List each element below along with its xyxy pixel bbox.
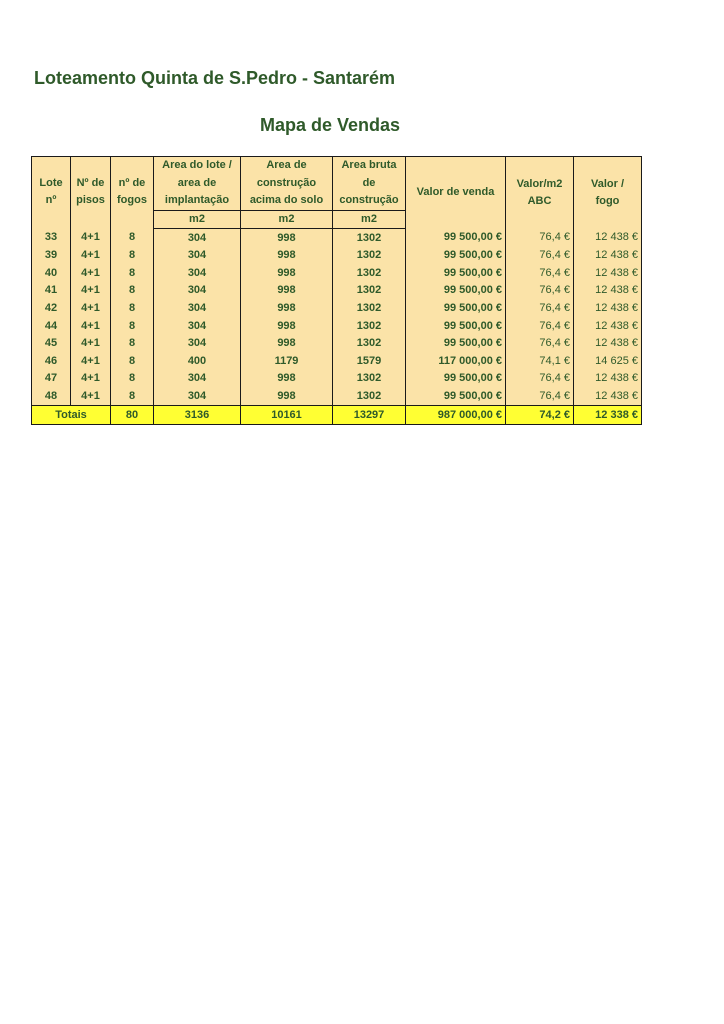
cell-pisos: 4+1 [71, 353, 111, 371]
totals-area-lote: 3136 [154, 406, 241, 425]
cell-fogos: 8 [111, 388, 154, 406]
header-valor-m2-line2: ABC [527, 194, 552, 207]
totals-valor-m2: 74,2 € [506, 406, 574, 425]
table-header [32, 157, 642, 229]
cell-area-lote: 304 [154, 265, 241, 283]
cell-area-bruta: 1302 [333, 300, 406, 318]
cell-area-lote: 400 [154, 353, 241, 371]
totals-area-bruta: 13297 [333, 406, 406, 425]
cell-area-construcao: 998 [241, 317, 333, 335]
table-row [32, 300, 642, 318]
table-row [32, 265, 642, 283]
cell-lote: 47 [32, 370, 71, 388]
unit-area-bruta: m2 [333, 210, 406, 229]
header-valor-fogo-line2: fogo [595, 194, 620, 207]
cell-fogos: 8 [111, 370, 154, 388]
cell-lote: 39 [32, 247, 71, 265]
totals-valor-venda: 987 000,00 € [406, 406, 506, 425]
cell-area-bruta: 1302 [333, 335, 406, 353]
cell-area-construcao: 998 [241, 247, 333, 265]
cell-area-lote: 304 [154, 300, 241, 318]
cell-valor-fogo: 12 438 € [574, 388, 642, 406]
cell-fogos: 8 [111, 353, 154, 371]
header-valor-fogo [574, 157, 642, 229]
cell-area-construcao: 998 [241, 388, 333, 406]
unit-area-lote: m2 [154, 210, 241, 229]
cell-area-bruta: 1302 [333, 265, 406, 283]
totals-label: Totais [32, 406, 111, 425]
cell-area-construcao: 998 [241, 335, 333, 353]
header-area-lote: area de [154, 175, 241, 193]
cell-lote: 41 [32, 282, 71, 300]
document-subtitle: Mapa de Vendas [260, 115, 401, 135]
cell-valor-venda: 99 500,00 € [406, 335, 506, 353]
table-row [32, 388, 642, 406]
cell-valor-venda: 99 500,00 € [406, 229, 506, 247]
header-valor-venda: Valor de venda [406, 157, 506, 229]
table-row [32, 317, 642, 335]
table-row [32, 335, 642, 353]
cell-valor-fogo: 12 438 € [574, 370, 642, 388]
header-valor-m2-line1: Valor/m2 [516, 177, 563, 190]
cell-valor-fogo: 12 438 € [574, 335, 642, 353]
table-row-totals [32, 406, 642, 425]
header-valor-fogo-line1: Valor / [590, 177, 625, 190]
cell-valor-venda: 99 500,00 € [406, 300, 506, 318]
cell-area-construcao: 1179 [241, 353, 333, 371]
table-row [32, 353, 642, 371]
cell-lote: 33 [32, 229, 71, 247]
cell-area-construcao: 998 [241, 300, 333, 318]
cell-valor-m2: 76,4 € [506, 265, 574, 283]
header-area-construcao: acima do solo [241, 192, 333, 210]
cell-valor-m2: 76,4 € [506, 370, 574, 388]
cell-valor-venda: 99 500,00 € [406, 317, 506, 335]
cell-pisos: 4+1 [71, 335, 111, 353]
cell-area-lote: 304 [154, 388, 241, 406]
cell-valor-m2: 76,4 € [506, 229, 574, 247]
cell-lote: 42 [32, 300, 71, 318]
cell-pisos: 4+1 [71, 247, 111, 265]
cell-valor-venda: 99 500,00 € [406, 282, 506, 300]
cell-valor-venda: 99 500,00 € [406, 247, 506, 265]
cell-pisos: 4+1 [71, 300, 111, 318]
cell-lote: 40 [32, 265, 71, 283]
cell-area-construcao: 998 [241, 282, 333, 300]
cell-valor-venda: 99 500,00 € [406, 388, 506, 406]
table-row [32, 247, 642, 265]
cell-area-bruta: 1302 [333, 388, 406, 406]
cell-pisos: 4+1 [71, 388, 111, 406]
cell-area-construcao: 998 [241, 229, 333, 247]
header-pisos [71, 157, 111, 175]
cell-pisos: 4+1 [71, 229, 111, 247]
table-row [32, 370, 642, 388]
table-row [32, 282, 642, 300]
cell-valor-venda: 117 000,00 € [406, 353, 506, 371]
header-area-bruta: Area bruta [333, 157, 406, 175]
cell-area-lote: 304 [154, 229, 241, 247]
cell-valor-m2: 76,4 € [506, 300, 574, 318]
header-area-lote: Area do lote / [154, 157, 241, 175]
table-body [32, 229, 642, 406]
cell-fogos: 8 [111, 229, 154, 247]
cell-area-bruta: 1302 [333, 247, 406, 265]
header-area-bruta: de [333, 175, 406, 193]
cell-area-bruta: 1302 [333, 317, 406, 335]
header-fogos: fogos [111, 192, 154, 229]
totals-row [32, 406, 642, 425]
cell-area-construcao: 998 [241, 265, 333, 283]
header-area-bruta: construção [333, 192, 406, 210]
cell-valor-fogo: 12 438 € [574, 317, 642, 335]
cell-area-lote: 304 [154, 247, 241, 265]
header-area-construcao: Area de [241, 157, 333, 175]
cell-area-lote: 304 [154, 370, 241, 388]
cell-lote: 46 [32, 353, 71, 371]
cell-lote: 48 [32, 388, 71, 406]
header-area-construcao: construção [241, 175, 333, 193]
header-lote: Lote [32, 175, 71, 193]
cell-area-bruta: 1302 [333, 229, 406, 247]
cell-area-bruta: 1579 [333, 353, 406, 371]
totals-fogos: 80 [111, 406, 154, 425]
cell-valor-venda: 99 500,00 € [406, 370, 506, 388]
cell-area-lote: 304 [154, 317, 241, 335]
cell-area-bruta: 1302 [333, 282, 406, 300]
document-title: Loteamento Quinta de S.Pedro - Santarém [34, 68, 396, 88]
cell-pisos: 4+1 [71, 317, 111, 335]
header-lote: nº [32, 192, 71, 229]
table-row [32, 229, 642, 247]
cell-valor-fogo: 12 438 € [574, 247, 642, 265]
cell-valor-m2: 76,4 € [506, 282, 574, 300]
cell-valor-fogo: 12 438 € [574, 229, 642, 247]
cell-area-lote: 304 [154, 335, 241, 353]
header-pisos: Nº de [71, 175, 111, 193]
header-pisos: pisos [71, 192, 111, 229]
header-fogos: nº de [111, 175, 154, 193]
cell-lote: 44 [32, 317, 71, 335]
cell-area-lote: 304 [154, 282, 241, 300]
cell-valor-fogo: 12 438 € [574, 265, 642, 283]
cell-valor-m2: 76,4 € [506, 317, 574, 335]
header-lote [32, 157, 71, 175]
cell-fogos: 8 [111, 282, 154, 300]
cell-fogos: 8 [111, 317, 154, 335]
cell-fogos: 8 [111, 265, 154, 283]
cell-valor-fogo: 12 438 € [574, 300, 642, 318]
cell-area-bruta: 1302 [333, 370, 406, 388]
unit-area-construcao: m2 [241, 210, 333, 229]
cell-fogos: 8 [111, 335, 154, 353]
cell-valor-venda: 99 500,00 € [406, 265, 506, 283]
sales-table [31, 156, 642, 425]
cell-valor-fogo: 14 625 € [574, 353, 642, 371]
cell-pisos: 4+1 [71, 370, 111, 388]
cell-valor-m2: 74,1 € [506, 353, 574, 371]
cell-valor-fogo: 12 438 € [574, 282, 642, 300]
cell-valor-m2: 76,4 € [506, 335, 574, 353]
totals-area-construcao: 10161 [241, 406, 333, 425]
totals-valor-fogo: 12 338 € [574, 406, 642, 425]
cell-valor-m2: 76,4 € [506, 388, 574, 406]
cell-area-construcao: 998 [241, 370, 333, 388]
cell-pisos: 4+1 [71, 265, 111, 283]
header-area-lote: implantação [154, 192, 241, 210]
header-valor-m2 [506, 157, 574, 229]
cell-fogos: 8 [111, 247, 154, 265]
cell-fogos: 8 [111, 300, 154, 318]
cell-lote: 45 [32, 335, 71, 353]
header-fogos [111, 157, 154, 175]
cell-valor-m2: 76,4 € [506, 247, 574, 265]
cell-pisos: 4+1 [71, 282, 111, 300]
